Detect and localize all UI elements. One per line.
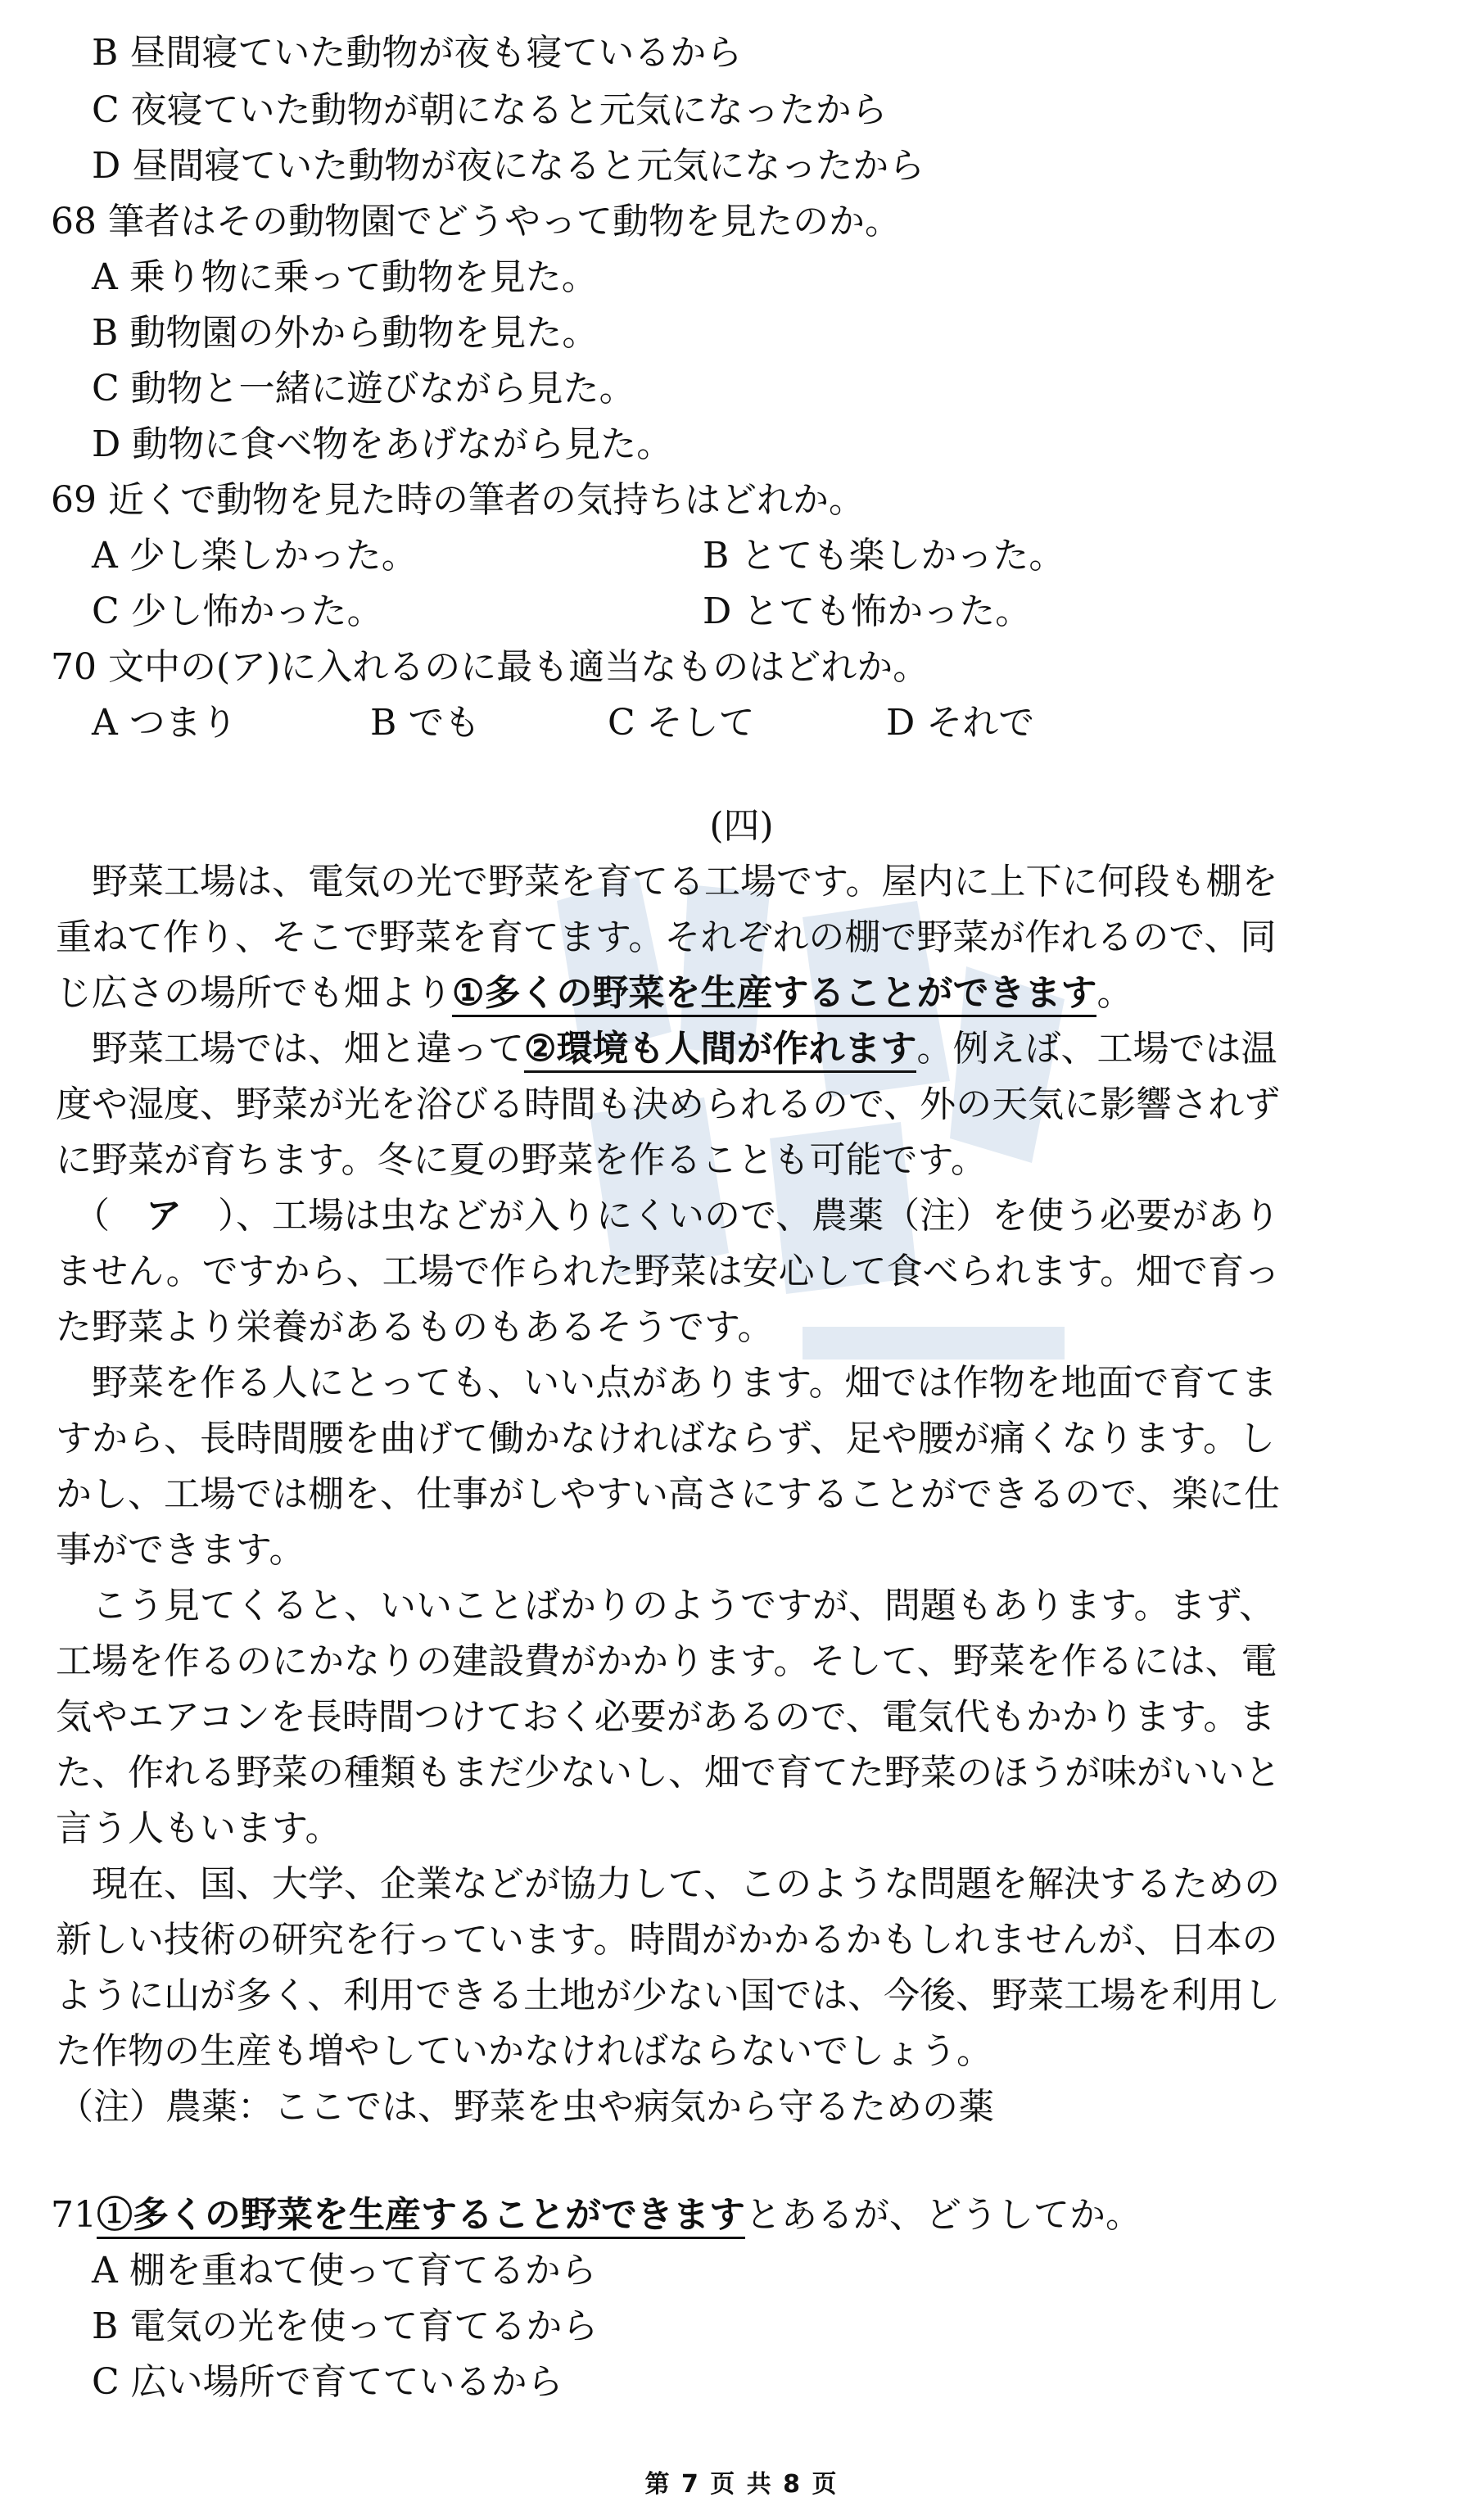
passage-line: すから、長時間腰を曲げて働かなければならず、足や腰が痛くなります。し xyxy=(56,1418,1275,1459)
blank-a: ア xyxy=(146,1195,182,1237)
page-footer: 第 7 页 共 8 页 xyxy=(644,2470,839,2499)
q71-stem-text: とあるが、どうしてか。 xyxy=(745,2194,1142,2236)
passage-text: ）、工場は虫などが入りにくいので、農薬（注）を使う必要があり xyxy=(182,1195,1281,1237)
q70-option-a: A つまり xyxy=(92,702,237,744)
passage-line: た作物の生産も増やしていかなければならないでしょう。 xyxy=(56,2030,992,2072)
q71-option-c: C 広い場所で育てているから xyxy=(92,2361,563,2403)
q71-stem xyxy=(51,2188,1142,2242)
passage-text: （ xyxy=(56,1195,146,1237)
underline-2: ②環境も人間が作れます xyxy=(524,1028,916,1073)
passage-line: 気やエアコンを長時間つけておく必要があるので、電気代もかかります。ま xyxy=(56,1696,1276,1738)
passage-text: 野菜工場では、畑と違って xyxy=(56,1028,524,1070)
passage-text: じ広さの場所でも畑より xyxy=(56,972,452,1014)
q70-option-d: D それで xyxy=(886,702,1035,744)
passage-line: に野菜が育ちます。冬に夏の野菜を作ることも可能です。 xyxy=(56,1139,987,1181)
passage-line: 野菜工場は、電気の光で野菜を育てる工場です。屋内に上下に何段も棚を xyxy=(56,861,1278,903)
q68-option-d: D 動物に食べ物をあげながら見た。 xyxy=(92,423,673,465)
q71-option-a: A 棚を重ねて使って育てるから xyxy=(92,2250,597,2292)
q69-stem: 69 近くで動物を見た時の筆者の気持ちはどれか。 xyxy=(51,479,865,521)
q68-option-a: A 乗り物に乗って動物を見た。 xyxy=(92,256,598,298)
passage-line: ません。ですから、工場で作られた野菜は安心して食べられます。畑で育っ xyxy=(56,1251,1281,1292)
q70-option-c: C そして xyxy=(608,702,755,744)
q69-option-d: D とても怖かった。 xyxy=(703,590,1032,632)
q67-option-c: C 夜寝ていた動物が朝になると元気になったから xyxy=(92,89,888,131)
q67-option-b: B 昼間寝ていた動物が夜も寝ているから xyxy=(92,32,743,74)
q69-option-c: C 少し怖かった。 xyxy=(92,590,383,632)
passage-line: た、作れる野菜の種類もまだ少ないし、畑で育てた野菜のほうが味がいいと xyxy=(56,1752,1281,1794)
q69-option-b: B とても楽しかった。 xyxy=(703,535,1065,577)
passage-line: 度や湿度、野菜が光を浴びる時間も決められるので、外の天気に影響されず xyxy=(56,1084,1281,1125)
q68-option-b: B 動物園の外から動物を見た。 xyxy=(92,312,599,354)
passage-line xyxy=(56,1189,1280,1243)
q71-number: 71 xyxy=(51,2194,97,2236)
q71-option-b: B 電気の光を使って育てるから xyxy=(92,2305,599,2347)
passage-line: 野菜を作る人にとっても、いい点があります。畑では作物を地面で育てま xyxy=(56,1362,1277,1404)
passage-line: た野菜より栄養があるものもあるそうです。 xyxy=(56,1306,774,1348)
q70-option-b: B でも xyxy=(370,702,481,744)
passage-line: 工場を作るのにかなりの建設費がかかります。そして、野菜を作るには、電 xyxy=(56,1640,1277,1682)
underline-1: ①多くの野菜を生産することができます xyxy=(452,972,1096,1017)
passage-line xyxy=(56,966,1133,1020)
passage-line: 現在、国、大学、企業などが協力して、このような問題を解決するための xyxy=(56,1863,1281,1905)
passage-line: 新しい技術の研究を行っています。時間がかかるかもしれませんが、日本の xyxy=(56,1919,1278,1961)
q70-stem: 70 文中の(ア)に入れるのに最も適当なものはどれか。 xyxy=(51,646,929,688)
passage-text: 。 xyxy=(1096,972,1133,1014)
section-title: (四) xyxy=(709,805,774,847)
passage-line: 事ができます。 xyxy=(56,1529,305,1571)
passage-line xyxy=(56,1022,1277,1076)
q67-option-d: D 昼間寝ていた動物が夜になると元気になったから xyxy=(92,145,925,187)
passage-text: 。例えば、工場では温 xyxy=(916,1028,1277,1070)
footnote: （注）農薬：ここでは、野菜を虫や病気から守るための薬 xyxy=(57,2086,994,2128)
q71-underline: ①多くの野菜を生産することができます xyxy=(97,2194,745,2239)
q68-stem: 68 筆者はその動物園でどうやって動物を見たのか。 xyxy=(51,201,901,242)
passage-line: こう見てくると、いいことばかりのようですが、問題もあります。まず、 xyxy=(56,1585,1275,1626)
passage-line: 重ねて作り、そこで野菜を育てます。それぞれの棚で野菜が作れるので、同 xyxy=(56,916,1277,958)
passage-line: ように山が多く、利用できる土地が少ない国では、今後、野菜工場を利用し xyxy=(56,1975,1281,2016)
q68-option-c: C 動物と一緒に遊びながら見た。 xyxy=(92,368,635,409)
q69-option-a: A 少し楽しかった。 xyxy=(92,535,418,577)
passage-line: かし、工場では棚を、仕事がしやすい高さにすることができるので、楽に仕 xyxy=(56,1473,1281,1515)
passage-line: 言う人もいます。 xyxy=(56,1807,341,1849)
